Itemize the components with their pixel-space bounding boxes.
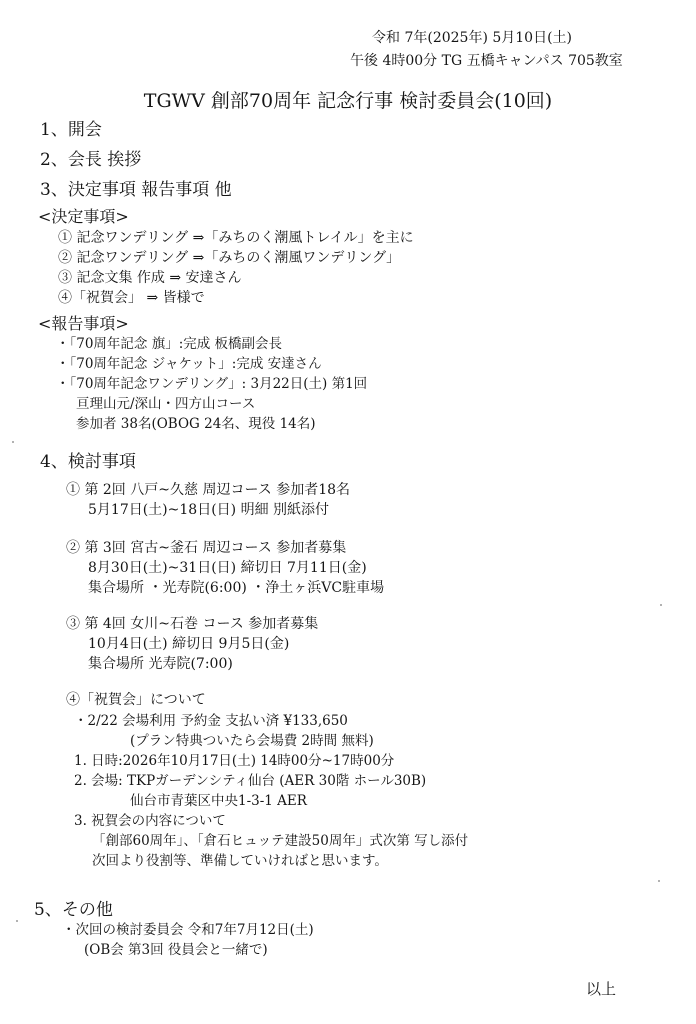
section-other: 5、その他 <box>34 900 113 920</box>
review-trip-3: ② 第 3回 宮古~釜石 周辺コース 参加者募集 <box>66 540 347 556</box>
section-decisions-reports: 3、決定事項 報告事項 他 <box>40 180 232 200</box>
decision-item: ③ 記念文集 作成 ⇒ 安達さん <box>58 270 242 286</box>
celebration-preparation: 次回より役割等、準備していければと思います。 <box>92 853 388 869</box>
scan-speck <box>658 880 660 882</box>
report-item: ・「70周年記念 旗」:完成 板橋副会長 <box>56 336 283 352</box>
celebration-contents: 3. 祝賀会の内容について <box>74 813 226 829</box>
section-review: 4、検討事項 <box>40 452 136 472</box>
celebration-program: 「創部60周年」、「倉石ヒュッテ建設50周年」式次第 写し添付 <box>92 833 469 849</box>
decisions-heading: <決定事項> <box>38 207 129 226</box>
meeting-time-place: 午後 4時00分 TG 五橋キャンパス 705教室 <box>350 53 623 69</box>
report-item: ・「70周年記念 ジャケット」:完成 安達さん <box>56 356 322 372</box>
section-greeting: 2、会長 挨拶 <box>40 150 142 170</box>
document-title: TGWV 創部70周年 記念行事 検討委員会(10回) <box>143 90 553 112</box>
review-trip-3-meeting: 集合場所 ・光寿院(6:00) ・浄土ヶ浜VC駐車場 <box>88 580 385 596</box>
celebration-venue: 2. 会場: TKPガーデンシティ仙台 (AER 30階 ホール30B) <box>74 773 427 789</box>
meeting-date: 令和 7年(2025年) 5月10日(土) <box>372 30 573 46</box>
celebration-plan-note: (プラン特典ついたら会場費 2時間 無料) <box>130 733 374 749</box>
review-trip-4-dates: 10月4日(土) 締切日 9月5日(金) <box>88 636 290 652</box>
report-item-detail: 亘理山元/深山・四方山コース <box>76 396 256 412</box>
report-item-detail: 参加者 38名(OBOG 24名、現役 14名) <box>76 416 316 432</box>
review-trip-4-meeting: 集合場所 光寿院(7:00) <box>88 656 233 672</box>
celebration-deposit: ・2/22 会場利用 予約金 支払い済 ¥133,650 <box>74 713 348 729</box>
decision-item: ① 記念ワンデリング ⇒「みちのく潮風トレイル」を主に <box>58 230 414 246</box>
celebration-address: 仙台市青葉区中央1-3-1 AER <box>130 793 307 809</box>
decision-item: ④「祝賀会」 ⇒ 皆様で <box>58 290 205 306</box>
celebration-datetime: 1. 日時:2026年10月17日(土) 14時00分~17時00分 <box>74 753 395 769</box>
reports-heading: <報告事項> <box>38 314 129 333</box>
decision-item: ② 記念ワンデリング ⇒「みちのく潮風ワンデリング」 <box>58 250 401 266</box>
review-trip-2: ① 第 2回 八戸~久慈 周辺コース 参加者18名 <box>66 482 351 498</box>
scan-speck <box>660 604 662 606</box>
closing-mark: 以上 <box>586 980 617 998</box>
review-trip-4: ③ 第 4回 女川~石巻 コース 参加者募集 <box>66 616 319 632</box>
next-meeting-note: (OB会 第3回 役員会と一緒で) <box>84 942 268 958</box>
review-trip-3-dates: 8月30日(土)~31日(日) 締切日 7月11日(金) <box>88 560 367 576</box>
scan-speck <box>12 441 14 443</box>
report-item: ・「70周年記念ワンデリング」: 3月22日(土) 第1回 <box>56 376 368 392</box>
scan-speck <box>16 920 18 922</box>
section-opening: 1、開会 <box>40 120 102 140</box>
review-trip-2-dates: 5月17日(土)~18日(日) 明細 別紙添付 <box>88 502 330 518</box>
review-celebration: ④「祝賀会」について <box>66 692 206 708</box>
next-meeting: ・次回の検討委員会 令和7年7月12日(土) <box>62 922 314 938</box>
